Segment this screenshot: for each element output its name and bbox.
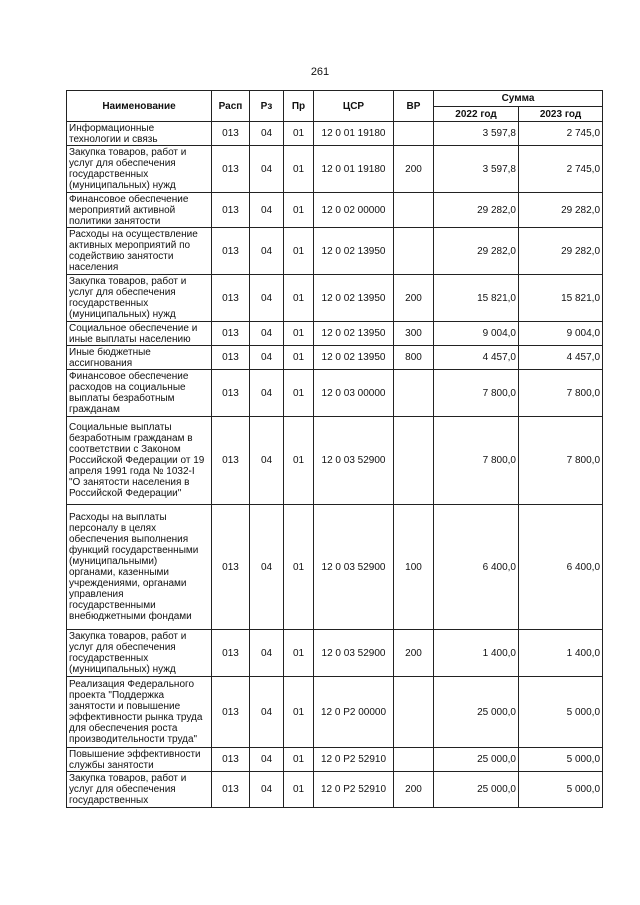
table-row bbox=[67, 275, 603, 322]
row-vr: 200 bbox=[394, 772, 434, 808]
row-name: Иные бюджетные ассигнования bbox=[67, 346, 212, 370]
row-sum-2022: 7 800,0 bbox=[434, 417, 519, 505]
row-vr bbox=[394, 677, 434, 748]
row-rz: 04 bbox=[250, 346, 284, 370]
header-year-2023: 2023 год bbox=[519, 107, 603, 122]
row-sum-2023: 9 004,0 bbox=[519, 322, 603, 346]
row-sum-2022: 7 800,0 bbox=[434, 370, 519, 417]
row-sum-2022: 6 400,0 bbox=[434, 505, 519, 630]
row-rasp: 013 bbox=[212, 275, 250, 322]
row-csr: 12 0 01 19180 bbox=[314, 122, 394, 146]
row-csr: 12 0 02 13950 bbox=[314, 346, 394, 370]
table-row bbox=[67, 346, 603, 370]
row-sum-2022: 29 282,0 bbox=[434, 228, 519, 275]
table-row bbox=[67, 417, 603, 505]
row-name: Информационные технологии и связь bbox=[67, 122, 212, 146]
row-csr: 12 0 02 13950 bbox=[314, 228, 394, 275]
row-name: Закупка товаров, работ и услуг для обеспечения государственных (муниципальных) нужд bbox=[67, 630, 212, 677]
row-rasp: 013 bbox=[212, 417, 250, 505]
row-csr: 12 0 02 13950 bbox=[314, 322, 394, 346]
row-vr bbox=[394, 122, 434, 146]
row-rz: 04 bbox=[250, 322, 284, 346]
row-sum-2022: 1 400,0 bbox=[434, 630, 519, 677]
row-pr: 01 bbox=[284, 630, 314, 677]
row-rasp: 013 bbox=[212, 772, 250, 808]
row-csr: 12 0 P2 00000 bbox=[314, 677, 394, 748]
row-sum-2023: 29 282,0 bbox=[519, 193, 603, 228]
row-rasp: 013 bbox=[212, 370, 250, 417]
row-rz: 04 bbox=[250, 677, 284, 748]
row-rasp: 013 bbox=[212, 146, 250, 193]
row-vr: 200 bbox=[394, 630, 434, 677]
header-name: Наименование bbox=[67, 91, 212, 122]
row-csr: 12 0 03 52900 bbox=[314, 630, 394, 677]
row-sum-2023: 1 400,0 bbox=[519, 630, 603, 677]
row-sum-2023: 2 745,0 bbox=[519, 122, 603, 146]
row-csr: 12 0 P2 52910 bbox=[314, 748, 394, 772]
header-sum: Сумма bbox=[434, 91, 603, 107]
row-name: Финансовое обеспечение мероприятий активной политики занятости bbox=[67, 193, 212, 228]
row-pr: 01 bbox=[284, 122, 314, 146]
table-row bbox=[67, 146, 603, 193]
row-csr: 12 0 P2 52910 bbox=[314, 772, 394, 808]
row-csr: 12 0 01 19180 bbox=[314, 146, 394, 193]
header-vr: ВР bbox=[394, 91, 434, 122]
row-rz: 04 bbox=[250, 122, 284, 146]
table-row bbox=[67, 772, 603, 808]
row-sum-2023: 5 000,0 bbox=[519, 677, 603, 748]
row-vr bbox=[394, 228, 434, 275]
row-name: Расходы на выплаты персоналу в целях обеспечения выполнения функций государственными (муниципальными) органами, казенными учреждениями, органами управления государственными внебюджетными фондами bbox=[67, 505, 212, 630]
table-row bbox=[67, 193, 603, 228]
row-vr: 100 bbox=[394, 505, 434, 630]
row-sum-2022: 29 282,0 bbox=[434, 193, 519, 228]
row-pr: 01 bbox=[284, 322, 314, 346]
row-pr: 01 bbox=[284, 677, 314, 748]
row-sum-2023: 29 282,0 bbox=[519, 228, 603, 275]
row-rasp: 013 bbox=[212, 630, 250, 677]
page-number: 261 bbox=[310, 66, 330, 78]
row-vr: 200 bbox=[394, 146, 434, 193]
row-sum-2023: 6 400,0 bbox=[519, 505, 603, 630]
header-csr: ЦСР bbox=[314, 91, 394, 122]
row-sum-2022: 15 821,0 bbox=[434, 275, 519, 322]
row-csr: 12 0 02 13950 bbox=[314, 275, 394, 322]
table-body bbox=[67, 122, 603, 808]
row-pr: 01 bbox=[284, 275, 314, 322]
row-vr: 300 bbox=[394, 322, 434, 346]
row-rasp: 013 bbox=[212, 322, 250, 346]
row-rz: 04 bbox=[250, 505, 284, 630]
row-sum-2023: 5 000,0 bbox=[519, 772, 603, 808]
row-sum-2022: 3 597,8 bbox=[434, 122, 519, 146]
row-sum-2022: 25 000,0 bbox=[434, 772, 519, 808]
row-rz: 04 bbox=[250, 370, 284, 417]
row-sum-2022: 4 457,0 bbox=[434, 346, 519, 370]
row-pr: 01 bbox=[284, 417, 314, 505]
row-rz: 04 bbox=[250, 193, 284, 228]
row-rasp: 013 bbox=[212, 193, 250, 228]
table-row bbox=[67, 505, 603, 630]
row-vr bbox=[394, 748, 434, 772]
row-sum-2023: 4 457,0 bbox=[519, 346, 603, 370]
row-vr bbox=[394, 193, 434, 228]
row-rz: 04 bbox=[250, 228, 284, 275]
table-row bbox=[67, 748, 603, 772]
row-name: Реализация Федерального проекта "Поддержка занятости и повышение эффективности рынка труда для обеспечения роста производительности труда" bbox=[67, 677, 212, 748]
header-rasp: Расп bbox=[212, 91, 250, 122]
table-row bbox=[67, 322, 603, 346]
row-sum-2023: 7 800,0 bbox=[519, 370, 603, 417]
row-rz: 04 bbox=[250, 417, 284, 505]
row-csr: 12 0 03 00000 bbox=[314, 370, 394, 417]
table-row bbox=[67, 630, 603, 677]
row-vr: 200 bbox=[394, 275, 434, 322]
table-row bbox=[67, 370, 603, 417]
row-pr: 01 bbox=[284, 228, 314, 275]
row-sum-2022: 25 000,0 bbox=[434, 677, 519, 748]
row-csr: 12 0 02 00000 bbox=[314, 193, 394, 228]
row-pr: 01 bbox=[284, 146, 314, 193]
row-sum-2023: 15 821,0 bbox=[519, 275, 603, 322]
row-name: Повышение эффективности службы занятости bbox=[67, 748, 212, 772]
row-csr: 12 0 03 52900 bbox=[314, 417, 394, 505]
table-row bbox=[67, 122, 603, 146]
row-pr: 01 bbox=[284, 193, 314, 228]
row-name: Закупка товаров, работ и услуг для обеспечения государственных (муниципальных) нужд bbox=[67, 146, 212, 193]
table-row bbox=[67, 228, 603, 275]
row-name: Расходы на осуществление активных мероприятий по содействию занятости населения bbox=[67, 228, 212, 275]
row-sum-2022: 25 000,0 bbox=[434, 748, 519, 772]
row-rz: 04 bbox=[250, 146, 284, 193]
budget-table bbox=[66, 90, 603, 808]
row-pr: 01 bbox=[284, 346, 314, 370]
row-sum-2022: 3 597,8 bbox=[434, 146, 519, 193]
row-rasp: 013 bbox=[212, 748, 250, 772]
row-name: Социальные выплаты безработным гражданам в соответствии с Законом Российской Федерации от 19 апреля 1991 года № 1032-I "О занятости населения в Российской Федерации" bbox=[67, 417, 212, 505]
row-pr: 01 bbox=[284, 748, 314, 772]
row-rasp: 013 bbox=[212, 677, 250, 748]
row-sum-2022: 9 004,0 bbox=[434, 322, 519, 346]
header-rz: Рз bbox=[250, 91, 284, 122]
row-name: Социальное обеспечение и иные выплаты населению bbox=[67, 322, 212, 346]
row-rz: 04 bbox=[250, 275, 284, 322]
row-sum-2023: 5 000,0 bbox=[519, 748, 603, 772]
row-rz: 04 bbox=[250, 748, 284, 772]
row-pr: 01 bbox=[284, 370, 314, 417]
row-rasp: 013 bbox=[212, 505, 250, 630]
header-year-2022: 2022 год bbox=[434, 107, 519, 122]
header-pr: Пр bbox=[284, 91, 314, 122]
row-sum-2023: 2 745,0 bbox=[519, 146, 603, 193]
row-rasp: 013 bbox=[212, 122, 250, 146]
row-rasp: 013 bbox=[212, 346, 250, 370]
row-name: Финансовое обеспечение расходов на социальные выплаты безработным гражданам bbox=[67, 370, 212, 417]
row-pr: 01 bbox=[284, 505, 314, 630]
row-name: Закупка товаров, работ и услуг для обеспечения государственных (муниципальных) нужд bbox=[67, 275, 212, 322]
table-row bbox=[67, 677, 603, 748]
row-sum-2023: 7 800,0 bbox=[519, 417, 603, 505]
row-csr: 12 0 03 52900 bbox=[314, 505, 394, 630]
row-rasp: 013 bbox=[212, 228, 250, 275]
row-vr bbox=[394, 417, 434, 505]
row-pr: 01 bbox=[284, 772, 314, 808]
row-rz: 04 bbox=[250, 630, 284, 677]
row-name: Закупка товаров, работ и услуг для обеспечения государственных bbox=[67, 772, 212, 808]
row-vr bbox=[394, 370, 434, 417]
row-vr: 800 bbox=[394, 346, 434, 370]
row-rz: 04 bbox=[250, 772, 284, 808]
